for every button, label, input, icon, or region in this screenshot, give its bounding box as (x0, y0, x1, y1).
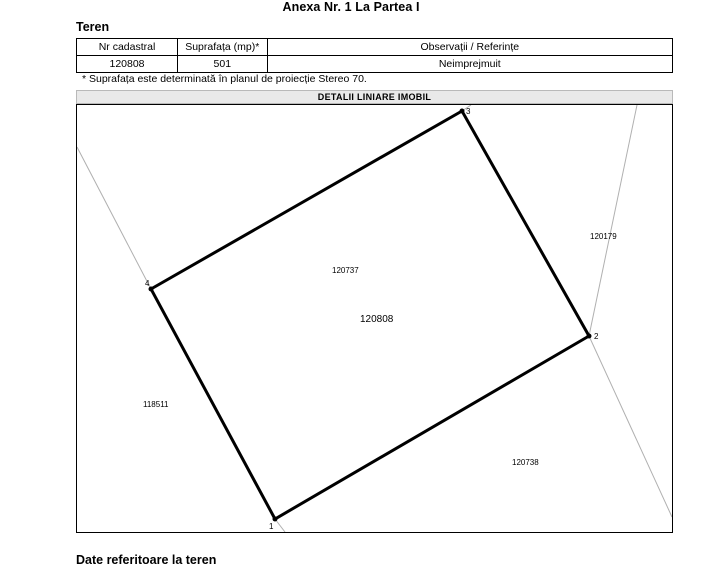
parcel-label-120737: 120737 (332, 266, 359, 275)
vertex-marker-3 (460, 109, 465, 114)
table-row (77, 56, 673, 73)
column-header-observatii: Observații / Referințe (267, 39, 672, 56)
cell-nr-cadastral: 120808 (77, 56, 178, 73)
column-header-suprafata: Suprafața (mp)* (178, 39, 268, 56)
map-section-header: DETALII LINIARE IMOBIL (76, 90, 673, 104)
teren-table (76, 38, 673, 73)
table-footnote: * Suprafața este determinată în planul de proiecție Stereo 70. (82, 73, 367, 85)
cell-suprafata: 501 (178, 56, 268, 73)
cadastral-map (76, 104, 673, 533)
vertex-marker-2 (587, 334, 592, 339)
parcel-label-120738: 120738 (512, 458, 539, 467)
vertex-label-3: 3 (466, 107, 471, 116)
table-header-row (77, 39, 673, 56)
parcel-label-120179: 120179 (590, 232, 617, 241)
vertex-label-4: 4 (145, 279, 150, 288)
parcel-label-120808: 120808 (360, 314, 394, 325)
cell-observatii: Neimprejmuit (267, 56, 672, 73)
page-title: Anexa Nr. 1 La Partea I (282, 0, 420, 14)
column-header-nr-cadastral: Nr cadastral (77, 39, 178, 56)
vertex-label-2: 2 (594, 332, 599, 341)
vertex-label-1: 1 (269, 522, 274, 531)
vertex-marker-1 (273, 517, 278, 522)
section-heading-teren: Teren (76, 20, 110, 34)
section-heading-date-teren: Date referitoare la teren (76, 553, 217, 567)
parcel-label-118511: 118511 (143, 400, 169, 409)
